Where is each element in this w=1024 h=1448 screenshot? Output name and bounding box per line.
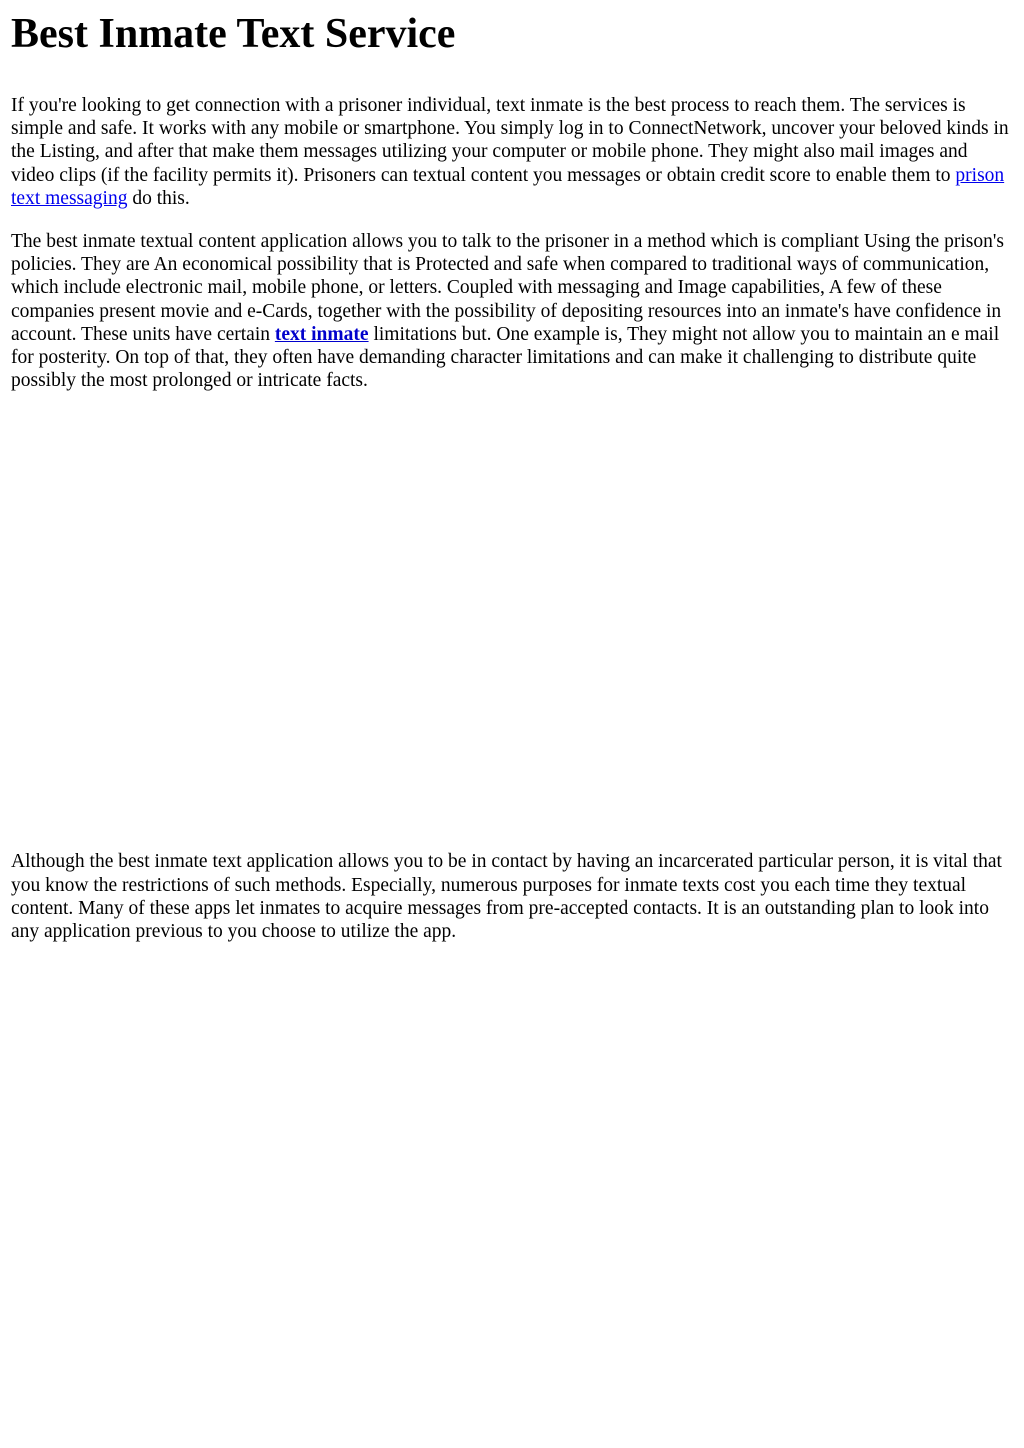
paragraph-2-text-after-link: limitations but. One example is, They might not allow you to maintain an e mail for posterity. On top of that, they often have demanding character limitations and can make it challenging to distribute quite possibly the most prolonged or intricate facts. xyxy=(11,323,1000,392)
paragraph-1 xyxy=(11,94,1013,210)
paragraph-3: Although the best inmate text application allows you to be in contact by having an incarcerated particular person, it is vital that you know the restrictions of such methods. Especially, numerous purposes for inmate texts cost you each time they textual content. Many of these apps let inmates to acquire messages from pre-accepted contacts. It is an outstanding plan to look into any application previous to you choose to utilize the app. xyxy=(11,851,1002,943)
page-title: Best Inmate Text Service xyxy=(11,11,456,57)
paragraph-1-text-after-link: do this. xyxy=(127,187,190,209)
article xyxy=(11,0,1013,943)
paragraph-1-text-before-link: If you're looking to get connection with a prisoner individual, text inmate is the best process to reach them. The services is simple and safe. It works with any mobile or smartphone. You simply log in to ConnectNetwork, uncover your beloved kinds in the Listing, and after that make them messages utilizing your computer or mobile phone. They might also mail images and video clips (if the facility permits it). Prisoners can textual content you messages or obtain credit score to enable them to xyxy=(11,95,1009,186)
text-inmate-link[interactable]: text inmate xyxy=(274,323,369,345)
prison-text-messaging-link[interactable]: prison text messaging xyxy=(11,164,1005,209)
paragraph-2 xyxy=(11,230,1013,392)
paragraph-2-text-before-link: The best inmate textual content application allows you to talk to the prisoner in a method which is compliant Using the prison's policies. They are An economical possibility that is Protected and safe when compared to traditional ways of communication, which include electronic mail, mobile phone, or letters. Coupled with messaging and Image capabilities, A few of these companies present movie and e-Cards, together with the possibility of depositing resources into an inmate's have confidence in account. These units have certain xyxy=(11,231,1004,345)
